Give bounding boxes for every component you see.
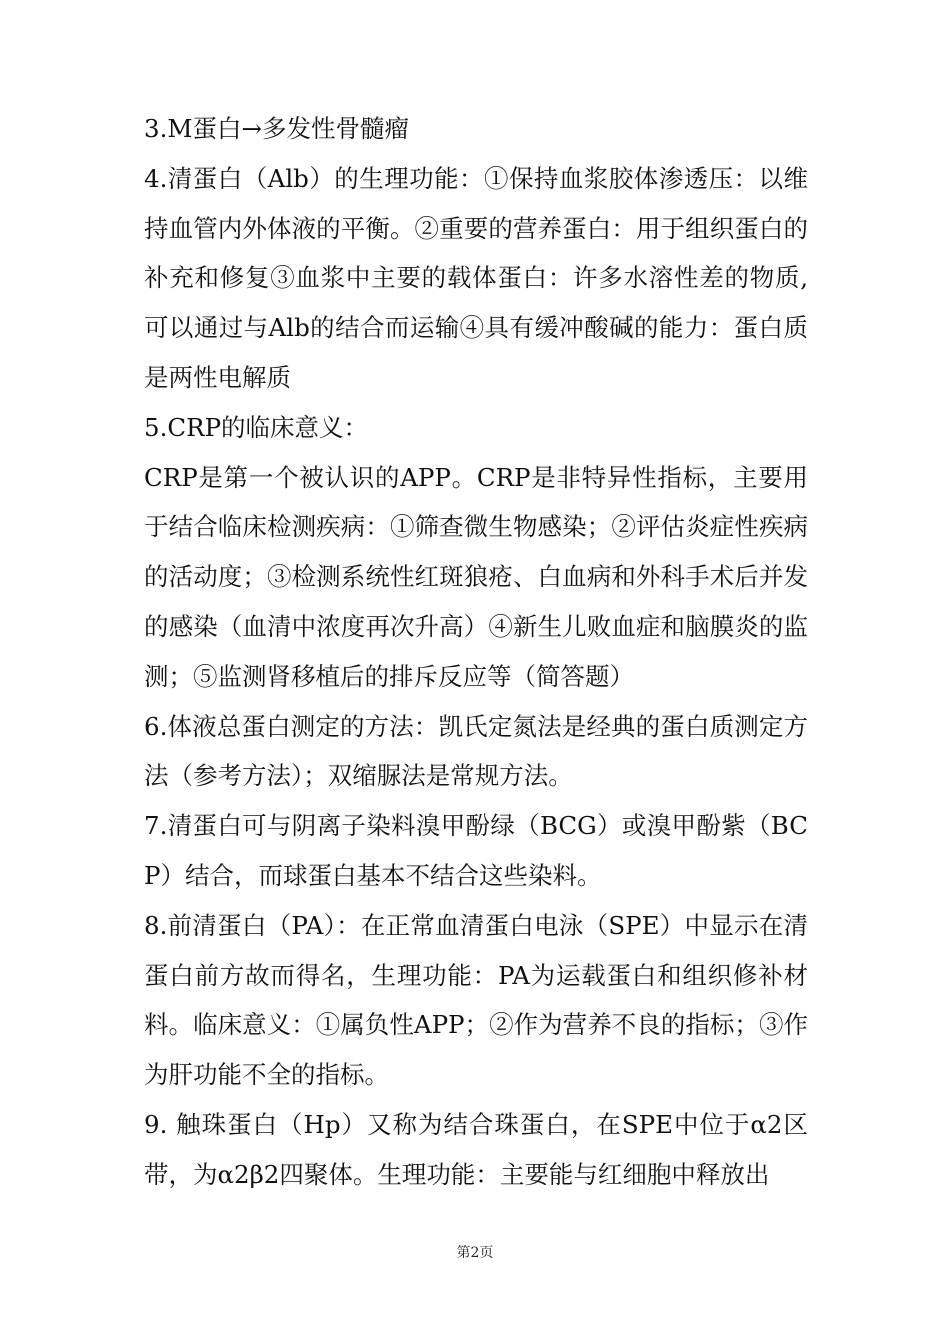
paragraph-m-protein: 3.M蛋白→多发性骨髓瘤 <box>144 114 409 143</box>
paragraph-albumin-function: 4.清蛋白（Alb）的生理功能：①保持血浆胶体渗透压：以维持血管内外体液的平衡。②重要的营养蛋白：用于组织蛋白的补充和修复③血浆中主要的载体蛋白：许多水溶性差的物质,可以通过与Alb的结合而运输④具有缓冲酸碱的能力：蛋白质是两性电解质 <box>144 163 808 392</box>
page-number: 第2页 <box>456 1245 494 1261</box>
paragraph-prealbumin: 8.前清蛋白（PA）：在正常血清蛋白电泳（SPE）中显示在清蛋白前方故而得名，生理功能：PA为运载蛋白和组织修补材料。临床意义：①属负性APP；②作为营养不良的指标；③作为肝功能不全的指标。 <box>144 910 808 1090</box>
paragraph-haptoglobin: 9. 触珠蛋白（Hp）又称为结合珠蛋白，在SPE中位于α2区带，为α2β2四聚体。生理功能：主要能与红细胞中释放出 <box>144 1109 808 1189</box>
page-body <box>144 104 808 1200</box>
paragraph-crp-significance: CRP是第一个被认识的APP。CRP是非特异性指标，主要用于结合临床检测疾病：①筛查微生物感染；②评估炎症性疾病的活动度；③检测系统性红斑狼疮、白血病和外科手术后并发的感染（血清中浓度再次升高）④新生儿败血症和脑膜炎的监测；⑤监测肾移植后的排斥反应等（简答题） <box>144 462 808 691</box>
paragraph-crp-heading: 5.CRP的临床意义： <box>144 412 369 442</box>
paragraph-total-protein-method: 6.体液总蛋白测定的方法：凯氏定氮法是经典的蛋白质测定方法（参考方法）；双缩脲法是常规方法。 <box>144 711 808 791</box>
paragraph-albumin-dye: 7.清蛋白可与阴离子染料溴甲酚绿（BCG）或溴甲酚紫（BCP）结合，而球蛋白基本不结合这些染料。 <box>144 811 808 890</box>
